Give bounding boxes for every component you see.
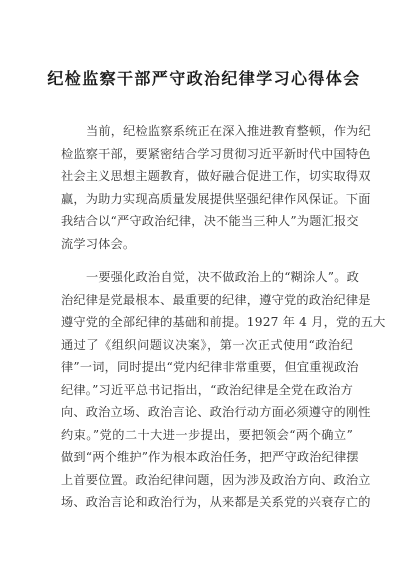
document-title: 纪检监察干部严守政治纪律学习心得体会 xyxy=(47,69,361,88)
paragraph-line: 流学习体会。 xyxy=(61,236,136,251)
paragraph-line: 社会主义思想主题教育，做好融合促进工作，切实取得双 xyxy=(61,169,371,183)
paragraph-line: 上首要位置。政治纪律问题，因为涉及政治方向、政治立 xyxy=(61,472,371,487)
paragraph-intro xyxy=(61,120,371,255)
paragraph-line: 一要强化政治自觉，决不做政治上的“糊涂人”。政 xyxy=(86,270,359,284)
paragraph-line: 纪律。”习近平总书记指出，“政治纪律是全党在政治方 xyxy=(61,382,353,397)
paragraph-line: 律”一词，同时提出“党内纪律非常重要，但宜重视政治 xyxy=(61,360,359,374)
paragraph-line: 向、政治立场、政治言论、政治行动方面必须遵守的刚性 xyxy=(61,405,371,419)
paragraph-line: 场、政治言论和政治行为，从来都是关系党的兴衰存亡的 xyxy=(61,495,371,509)
paragraph-line: 我结合以“严守政治纪律，决不能当三种人”为题汇报交 xyxy=(61,214,359,228)
paragraph-line: 检监察干部，要紧密结合学习贯彻习近平新时代中国特色 xyxy=(61,146,371,161)
paragraph-line: 治纪律是党最根本、最重要的纪律，遵守党的政治纪律是 xyxy=(61,292,371,307)
paragraph-line: 赢，为助力实现高质量发展提供坚强纪律作风保证。下面 xyxy=(61,191,371,206)
paragraph-line: 当前，纪检监察系统正在深入推进教育整顿，作为纪 xyxy=(86,124,371,138)
paragraph-line: 通过了《组织问题议决案》，第一次正式使用“政治纪 xyxy=(61,337,353,352)
paragraph-line: 做到“两个维护”作为根本政治任务，把严守政治纪律摆 xyxy=(61,450,359,464)
paragraph-line: 约束。”党的二十大进一步提出，要把领会“两个确立” xyxy=(61,427,353,442)
paragraph-line: 遵守党的全部纪律的基础和前提。1927 年 4 月，党的五大 xyxy=(61,315,386,329)
paragraph-political-discipline xyxy=(61,266,386,514)
